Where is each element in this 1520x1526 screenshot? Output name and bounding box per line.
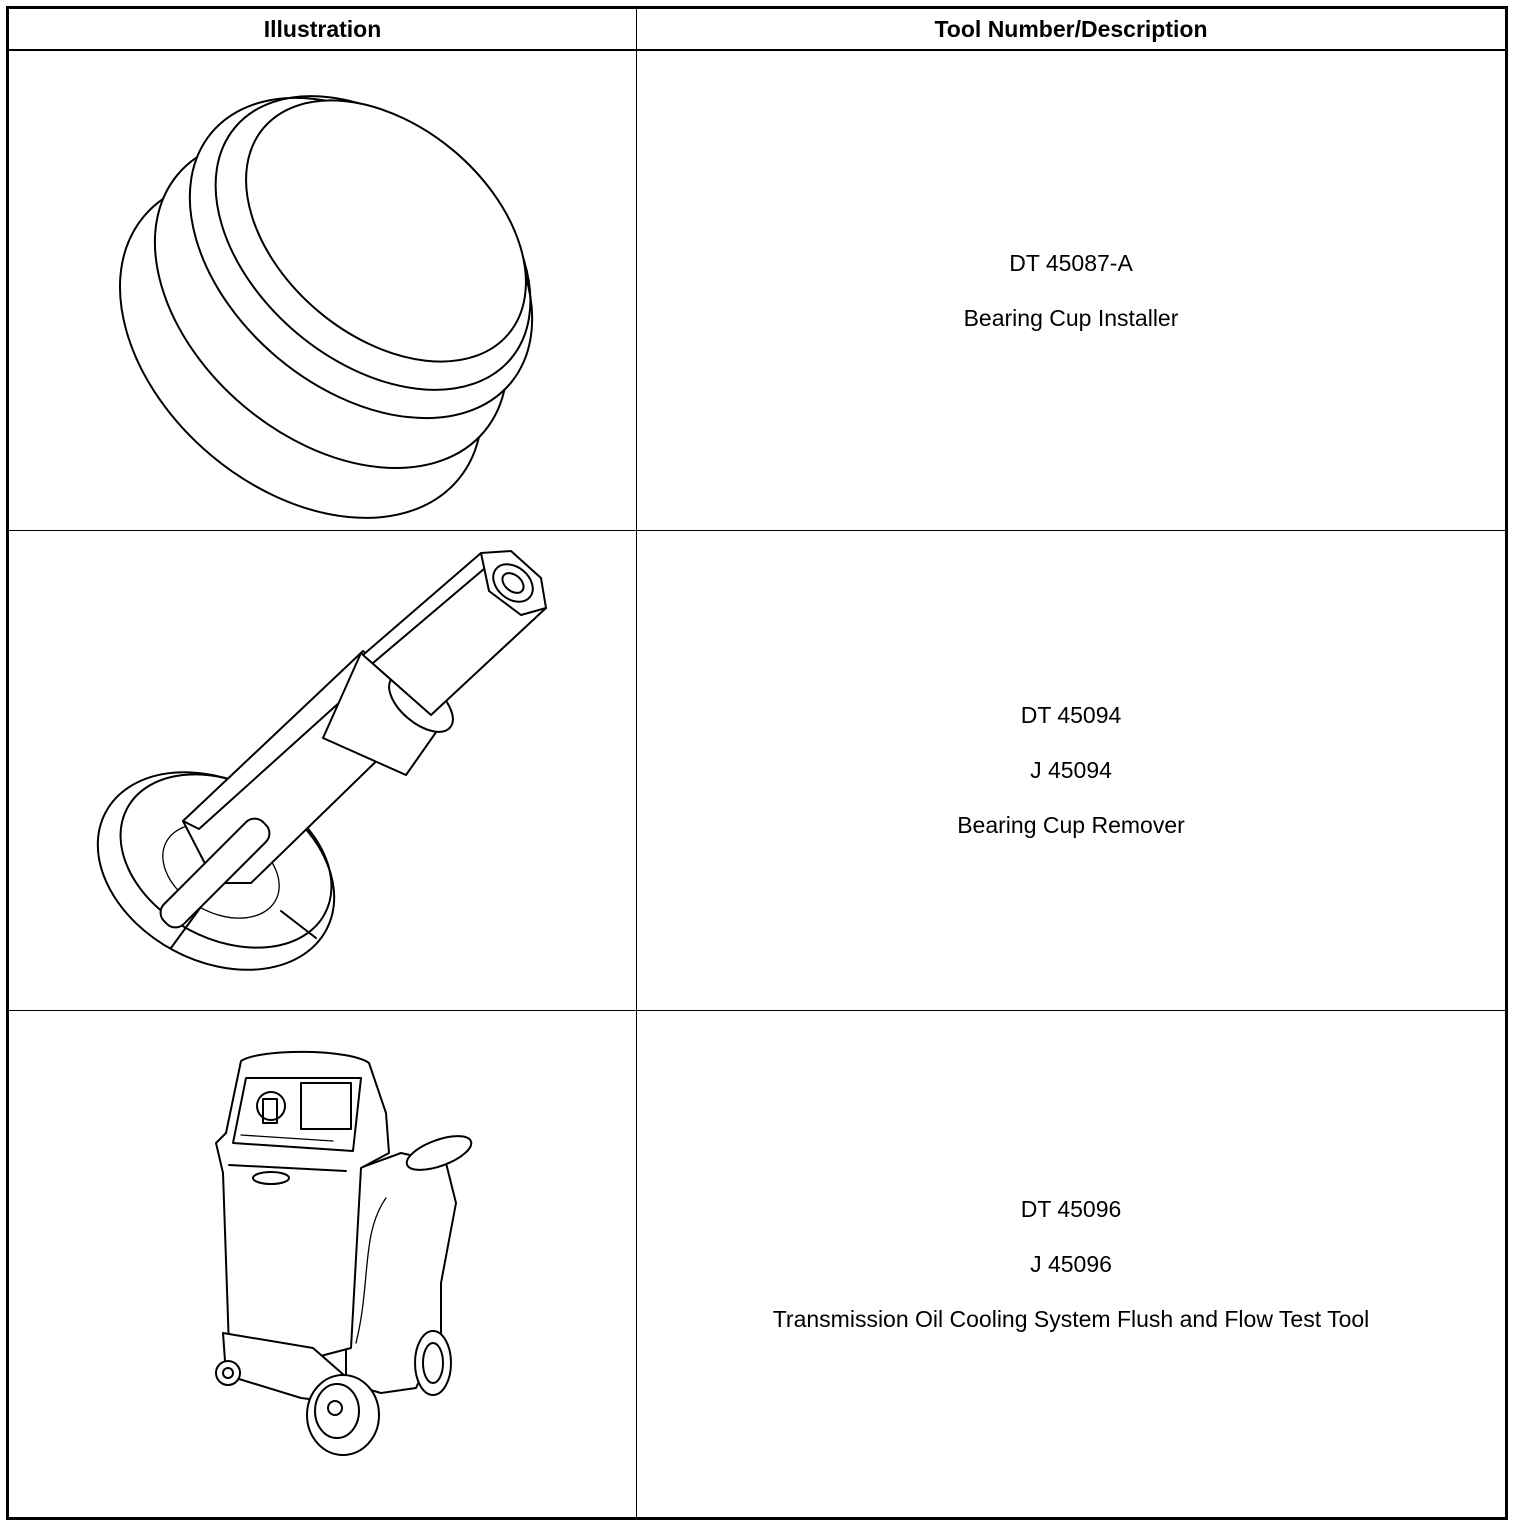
illustration-cell [9,531,636,1010]
illustration-cell [9,51,636,530]
header-tool-number-description: Tool Number/Description [934,15,1208,42]
table-row [9,51,1505,531]
tool-number-alt: J 45096 [1030,1250,1112,1277]
description-cell [637,531,1505,1010]
tool-table [6,6,1508,1520]
tool-description: Bearing Cup Installer [963,304,1179,331]
tool-number: DT 45087-A [1009,249,1133,276]
tool-description: Transmission Oil Cooling System Flush and Flow Test Tool [772,1305,1370,1332]
tool-number: DT 45096 [1020,1195,1122,1222]
bearing-cup-installer-drawing [9,51,636,531]
table-header-row [9,9,1505,51]
flush-flow-test-cart-drawing [9,1011,636,1517]
description-cell [637,51,1505,530]
bearing-cup-remover-drawing [9,531,636,1011]
header-illustration: Illustration [263,15,382,42]
tool-description: Bearing Cup Remover [957,812,1185,838]
illustration-cell [9,1011,636,1517]
tool-number-alt: J 45094 [1030,757,1112,783]
table-row [9,531,1505,1011]
description-cell [637,1011,1505,1517]
table-row [9,1011,1505,1517]
tool-number: DT 45094 [1020,702,1122,728]
